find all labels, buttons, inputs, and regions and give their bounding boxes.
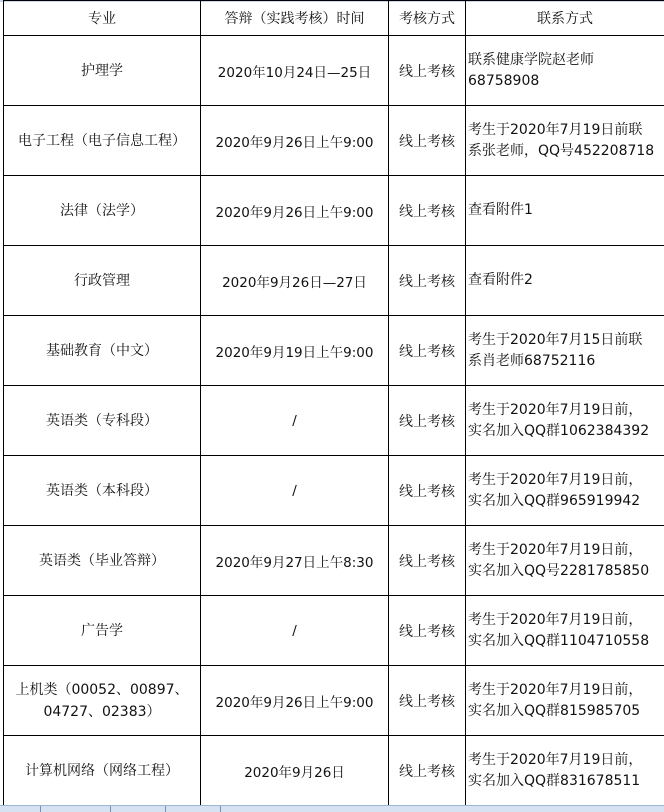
major-text: 电子工程（电子信息工程） — [18, 133, 186, 149]
contact-line1: 联系健康学院赵老师 — [468, 52, 594, 68]
contact-line1: 查看附件1 — [468, 202, 533, 218]
method-cell: 线上考核 — [389, 106, 466, 176]
table-row — [4, 666, 664, 736]
major-cell — [4, 526, 201, 596]
major-cell — [4, 666, 201, 736]
sheet-tab[interactable] — [165, 806, 221, 812]
table-row — [4, 106, 664, 176]
contact-cell — [466, 666, 664, 736]
header-major: 专业 — [4, 1, 201, 36]
table-row — [4, 526, 664, 596]
header-time: 答辩（实践考核）时间 — [201, 1, 389, 36]
major-text: 计算机网络（网络工程） — [25, 763, 179, 779]
method-cell: 线上考核 — [389, 456, 466, 526]
exam-schedule-table — [3, 0, 664, 806]
contact-cell — [466, 596, 664, 666]
table-row — [4, 596, 664, 666]
contact-line1: 考生于2020年7月19日前， — [468, 612, 642, 628]
method-cell: 线上考核 — [389, 736, 466, 806]
major-text: 广告学 — [81, 623, 123, 639]
major-cell — [4, 106, 201, 176]
method-cell: 线上考核 — [389, 666, 466, 736]
contact-line1: 查看附件2 — [468, 272, 533, 288]
contact-line1: 考生于2020年7月19日前， — [468, 682, 642, 698]
contact-line1: 考生于2020年7月19日前， — [468, 402, 642, 418]
contact-cell — [466, 316, 664, 386]
major-cell — [4, 316, 201, 386]
major-cell — [4, 736, 201, 806]
major-cell — [4, 176, 201, 246]
new-sheet-tab[interactable] — [220, 806, 251, 812]
contact-cell — [466, 456, 664, 526]
time-cell: 2020年9月26日上午9:00 — [201, 176, 389, 246]
contact-cell — [466, 526, 664, 596]
contact-line2: 68758908 — [468, 73, 539, 89]
time-cell: / — [201, 386, 389, 456]
table-row — [4, 176, 664, 246]
major-text: 英语类（本科段） — [46, 483, 158, 499]
major-text: 上机类（00052、00897、 — [15, 682, 188, 698]
time-cell: 2020年9月19日上午9:00 — [201, 316, 389, 386]
method-cell: 线上考核 — [389, 246, 466, 316]
header-method: 考核方式 — [389, 1, 466, 36]
table-row — [4, 456, 664, 526]
contact-cell — [466, 106, 664, 176]
time-cell: 2020年9月26日—27日 — [201, 246, 389, 316]
table-header-row — [4, 1, 664, 36]
major-text: 英语类（专科段） — [46, 413, 158, 429]
time-cell: 2020年9月27日上午8:30 — [201, 526, 389, 596]
major-text: 护理学 — [81, 63, 123, 79]
contact-line1: 考生于2020年7月19日前联 — [468, 122, 642, 138]
major-cell — [4, 36, 201, 106]
time-cell: 2020年9月26日上午9:00 — [201, 106, 389, 176]
method-cell: 线上考核 — [389, 316, 466, 386]
contact-cell — [466, 736, 664, 806]
time-cell: / — [201, 596, 389, 666]
contact-line1: 考生于2020年7月19日前， — [468, 752, 642, 768]
contact-line1: 考生于2020年7月19日前， — [468, 542, 642, 558]
contact-cell — [466, 246, 664, 316]
time-cell: 2020年9月26日 — [201, 736, 389, 806]
major-text: 基础教育（中文） — [46, 343, 158, 359]
contact-line2: 实名加入QQ群965919942 — [468, 493, 640, 509]
contact-cell — [466, 36, 664, 106]
major-text: 行政管理 — [74, 273, 130, 289]
contact-line2: 实名加入QQ群831678511 — [468, 773, 640, 789]
contact-line1: 考生于2020年7月15日前联 — [468, 332, 642, 348]
major-cell — [4, 456, 201, 526]
table-row — [4, 246, 664, 316]
contact-line2: 系张老师，QQ号452208718 — [468, 143, 654, 159]
table-row — [4, 736, 664, 806]
table-row — [4, 316, 664, 386]
major-cell — [4, 386, 201, 456]
major-cell — [4, 596, 201, 666]
method-cell: 线上考核 — [389, 176, 466, 246]
contact-line2: 系肖老师68752116 — [468, 353, 595, 369]
contact-line2: 实名加入QQ号2281785850 — [468, 563, 649, 579]
major-cell — [4, 246, 201, 316]
major-text-line2: 04727、02383） — [43, 704, 160, 720]
time-cell: 2020年10月24日—25日 — [201, 36, 389, 106]
time-cell: / — [201, 456, 389, 526]
contact-line1: 考生于2020年7月19日前， — [468, 472, 642, 488]
major-text: 法律（法学） — [60, 203, 144, 219]
table-row — [4, 36, 664, 106]
method-cell: 线上考核 — [389, 526, 466, 596]
contact-line2: 实名加入QQ群1104710558 — [468, 633, 649, 649]
table-row — [4, 386, 664, 456]
method-cell: 线上考核 — [389, 596, 466, 666]
sheet-tab[interactable] — [110, 806, 166, 812]
contact-line2: 实名加入QQ群815985705 — [468, 703, 640, 719]
major-text: 英语类（毕业答辩） — [39, 553, 165, 569]
method-cell: 线上考核 — [389, 36, 466, 106]
header-contact: 联系方式 — [466, 1, 664, 36]
method-cell: 线上考核 — [389, 386, 466, 456]
contact-cell — [466, 176, 664, 246]
contact-line2: 实名加入QQ群1062384392 — [468, 423, 649, 439]
sheet-tab[interactable] — [40, 806, 111, 812]
time-cell: 2020年9月26日上午9:00 — [201, 666, 389, 736]
contact-cell — [466, 386, 664, 456]
